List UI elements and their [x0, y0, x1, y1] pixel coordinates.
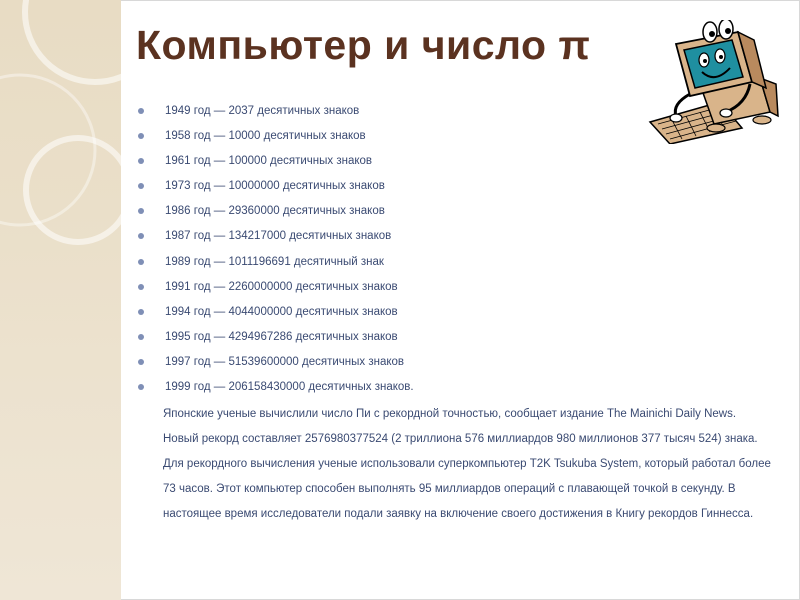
bullet-dot-icon: [138, 259, 144, 265]
bullet-dot-icon: [138, 133, 144, 139]
bullet-dot-icon: [138, 208, 144, 214]
list-item-text: 1997 год — 51539600000 десятичных знаков: [165, 355, 405, 368]
list-item: [138, 277, 738, 302]
list-item: [138, 252, 738, 277]
list-item: [138, 101, 738, 126]
list-item-text: 1949 год — 2037 десятичных знаков: [165, 105, 360, 117]
list-item: [138, 327, 738, 352]
list-item-text: 1994 год — 4044000000 десятичных знаков: [165, 305, 398, 318]
list-item-text: 1987 год — 134217000 десятичных знаков: [165, 230, 392, 243]
bullet-dot-icon: [138, 334, 144, 340]
pi-records-list: [138, 101, 738, 402]
list-item: [138, 302, 738, 327]
list-item-text: 1991 год — 2260000000 десятичных знаков: [165, 280, 398, 293]
bullet-dot-icon: [138, 233, 144, 239]
list-item: [138, 151, 738, 176]
bullet-dot-icon: [138, 183, 144, 189]
list-item-text: 1961 год — 100000 десятичных знаков: [165, 155, 373, 168]
list-item: [138, 226, 738, 251]
list-item-text: 1995 год — 4294967286 десятичных знаков: [165, 330, 398, 343]
list-item-text: 1989 год — 1011196691 десятичный знак: [165, 255, 384, 268]
list-item-text: 1958 год — 10000 десятичных знаков: [165, 130, 366, 143]
slide-title: Компьютер и число π: [136, 22, 591, 68]
list-item: [138, 176, 738, 201]
record-news-paragraph: Японские ученые вычислили число Пи с рекордной точностью, сообщает издание The Mainichi Daily News. Новый рекорд составляет 2576980377524 (2 триллиона 576 миллиардов 980 миллионов 377 тысяч 524) знака. Для рекордного вычисления ученые использовали суперкомпьютер T2K Tsukuba System, который работал более 73 часов. Этот компьютер способен выполнять 95 миллиардов операций с плавающей точкой в секунду. В настоящее время исследователи подали заявку на включение своего достижения в Книгу рекордов Гиннесса.: [163, 408, 771, 520]
list-item: [138, 201, 738, 226]
list-item: [138, 126, 738, 151]
list-item-text: 1999 год — 206158430000 десятичных знаков.: [165, 381, 414, 394]
list-item-text: 1986 год — 29360000 десятичных знаков: [165, 205, 385, 218]
list-item: [138, 352, 738, 377]
decorative-rings-graphic: [0, 0, 121, 600]
bullet-dot-icon: [138, 158, 144, 164]
decorative-side-band: [0, 0, 121, 600]
bullet-dot-icon: [138, 284, 144, 290]
bullet-dot-icon: [138, 384, 144, 390]
bullet-dot-icon: [138, 359, 144, 365]
bullet-dot-icon: [138, 108, 144, 114]
list-item-text: 1973 год — 10000000 десятичных знаков: [165, 180, 385, 193]
list-item: [138, 377, 738, 402]
bullet-dot-icon: [138, 309, 144, 315]
